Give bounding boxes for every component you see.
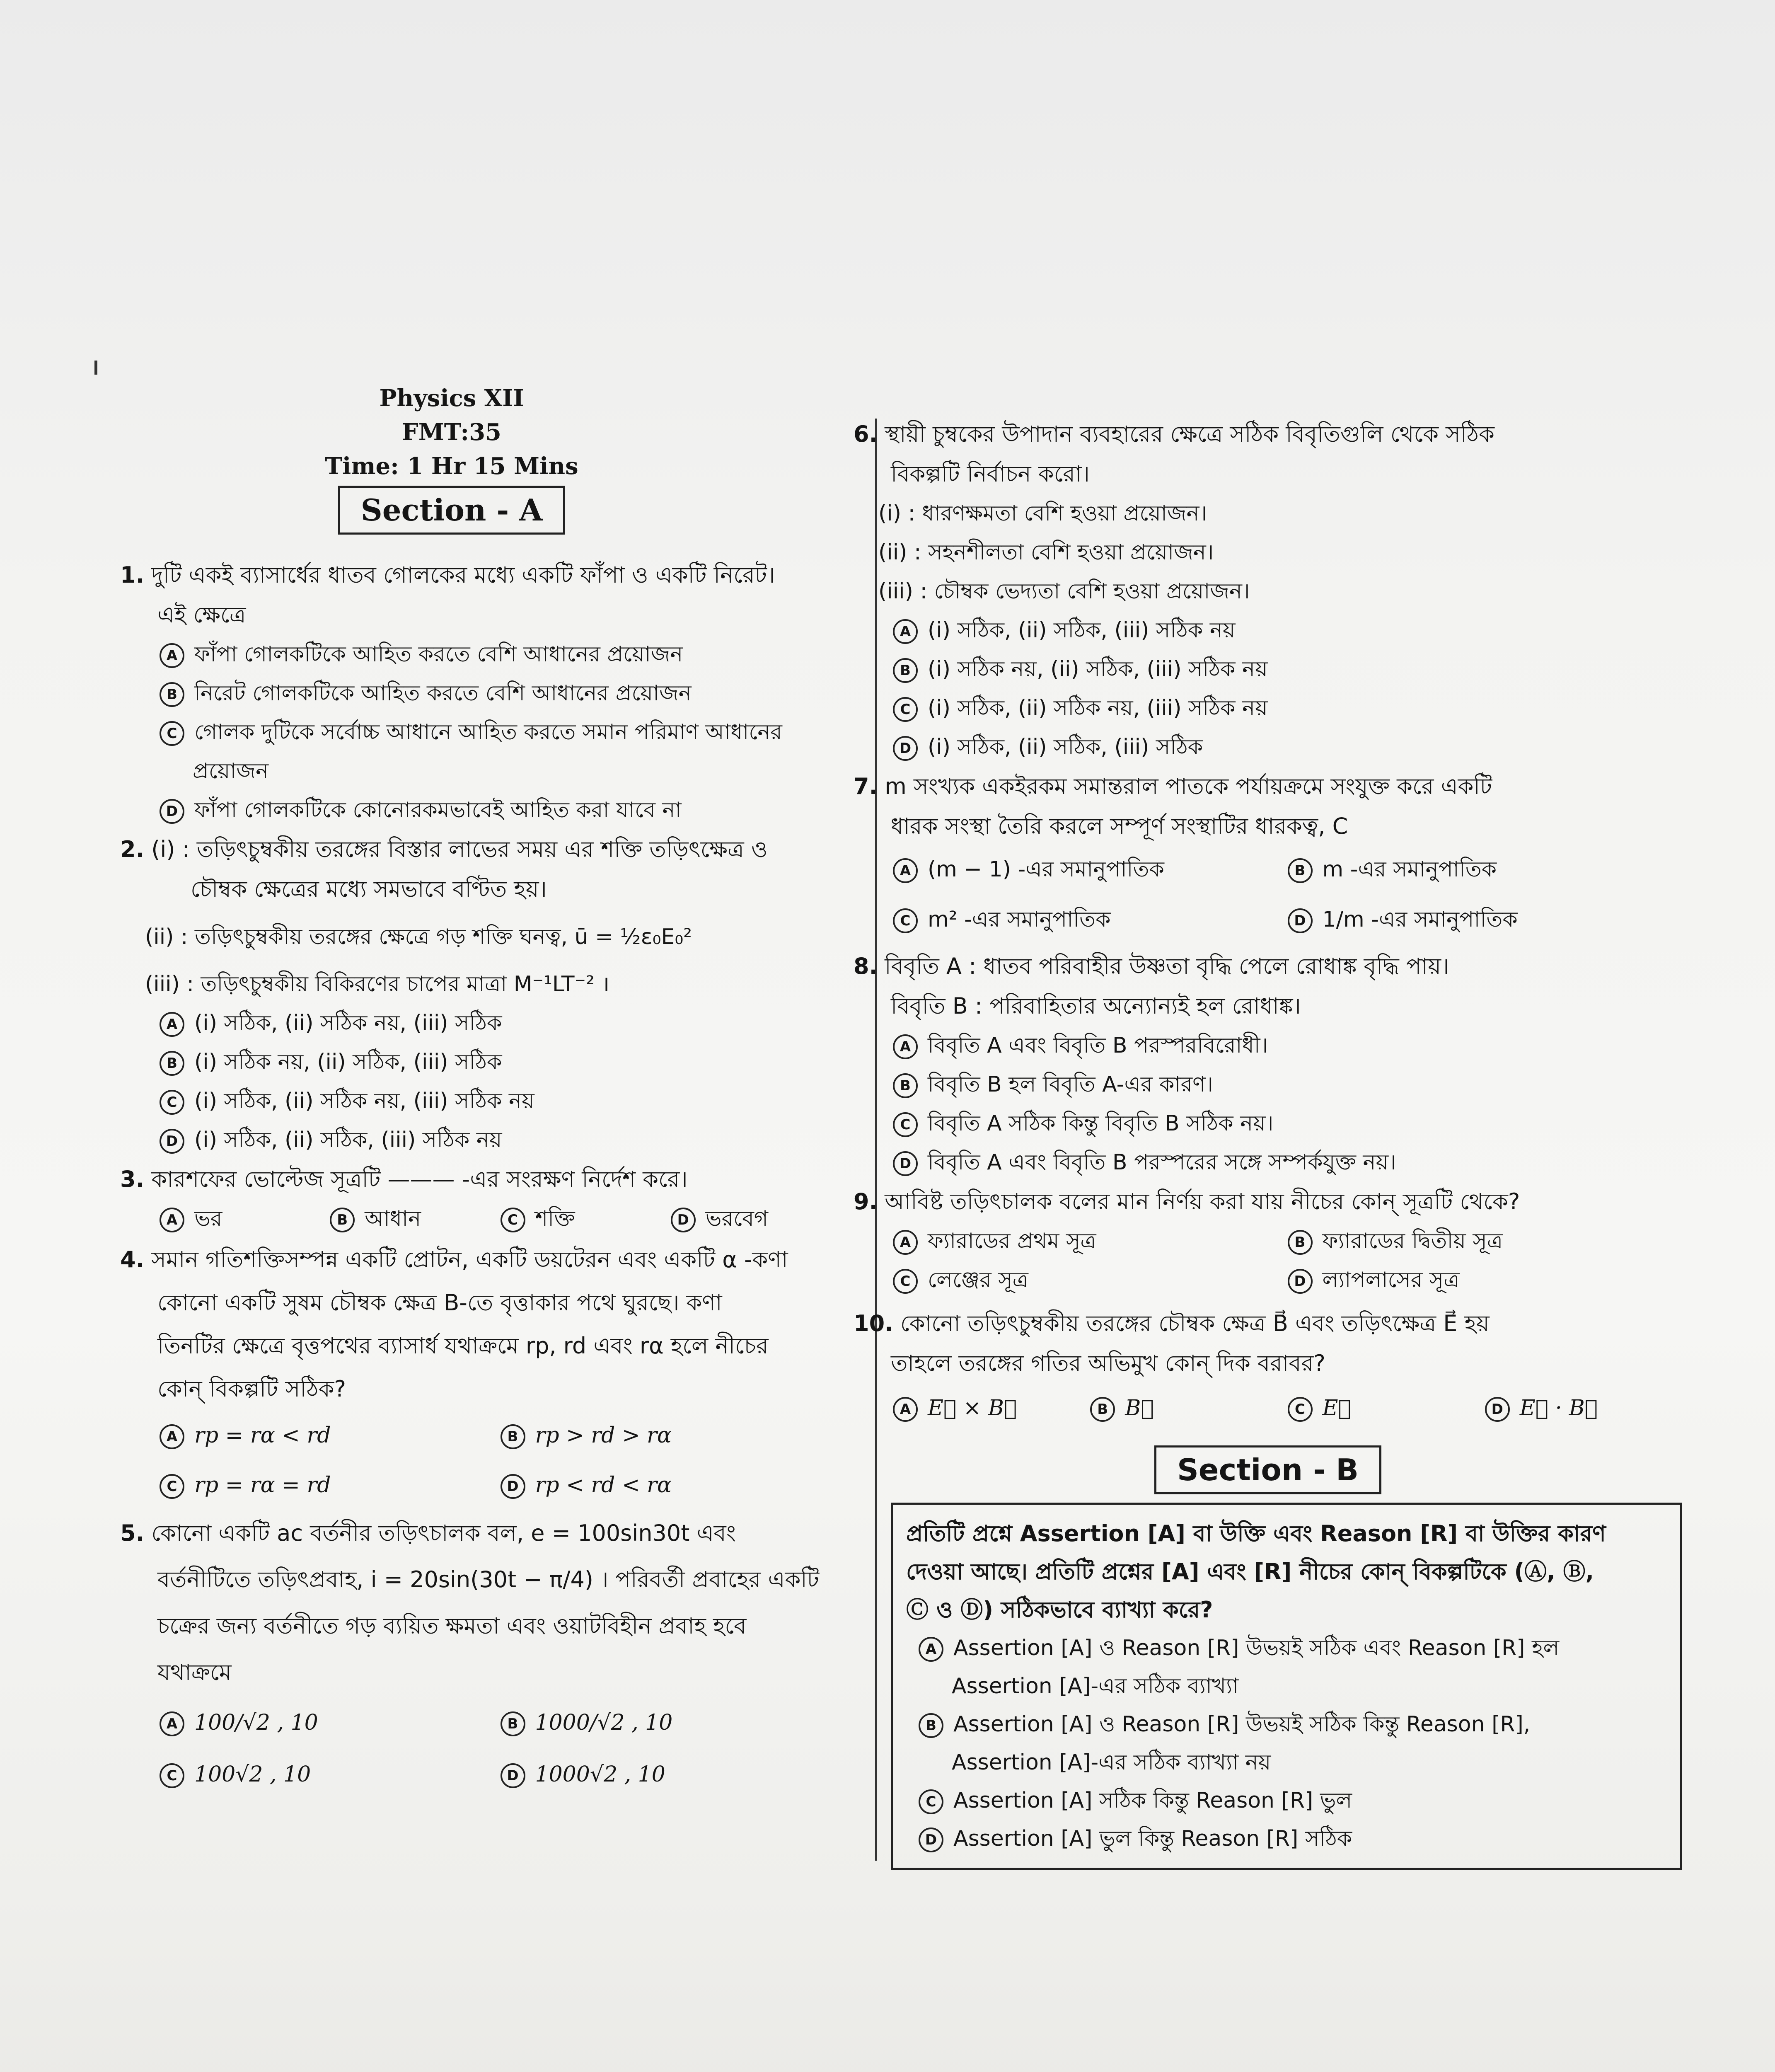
- q7-options-ab: [854, 846, 1682, 893]
- question-9: 9. আবিষ্ট তড়িৎচালক বলের মান নির্ণয় করা যায় নীচের কোন্ সূত্রটি থেকে?: [854, 1188, 1520, 1215]
- q10-option-d[interactable]: D E⃗ · B⃗: [1485, 1383, 1682, 1433]
- paper-header: [265, 381, 638, 535]
- q6-statement-i: (i) : ধারণক্ষমতা বেশি হওয়া প্রয়োজন।: [878, 501, 1207, 526]
- q10-option-c[interactable]: C E⃗: [1288, 1383, 1485, 1433]
- q7-option-a[interactable]: A (m − 1) -এর সমানুপাতিক: [893, 846, 1288, 893]
- q4-option-b[interactable]: B rp > rd > rα: [501, 1411, 842, 1460]
- q2-option-a[interactable]: A (i) সঠিক, (ii) সঠিক নয়, (iii) সঠিক: [120, 1004, 841, 1043]
- q3-option-d[interactable]: D ভরবেগ: [671, 1199, 841, 1238]
- q6-option-b[interactable]: B (i) সঠিক নয়, (ii) সঠিক, (iii) সঠিক নয়: [854, 650, 1682, 689]
- q5-option-d[interactable]: D 1000√2 , 10: [501, 1750, 842, 1799]
- question-2: 2. (i) : তড়িৎচুম্বকীয় তরঙ্গের বিস্তার লাভের সময় এর শক্তি তড়িৎক্ষেত্র ও চৌম্বক ক্ষেত্রের মধ্যে সমভাবে বণ্টিত হয়।: [120, 836, 768, 902]
- q1-option-a[interactable]: A ফাঁপা গোলকটিকে আহিত করতে বেশি আধানের প্রয়োজন: [120, 635, 841, 674]
- q4-option-d[interactable]: D rp < rd < rα: [501, 1460, 842, 1510]
- assertion-reason-box: [891, 1503, 1682, 1870]
- q2-option-c[interactable]: C (i) সঠিক, (ii) সঠিক নয়, (iii) সঠিক নয়: [120, 1082, 841, 1121]
- column-left: [120, 555, 841, 1799]
- test-code: FMT:35: [401, 419, 502, 446]
- q1-stem: দুটি একই ব্যাসার্ধের ধাতব গোলকের মধ্যে একটি ফাঁপা ও একটি নিরেট।: [151, 562, 775, 588]
- q8-option-b[interactable]: B বিবৃতি B হল বিবৃতি A-এর কারণ।: [854, 1065, 1682, 1104]
- q9-option-a[interactable]: A ফ্যারাডের প্রথম সূত্র: [893, 1222, 1288, 1261]
- q7-option-d[interactable]: D 1/m -এর সমানুপাতিক: [1288, 893, 1683, 946]
- q3-option-b[interactable]: B আধান: [330, 1199, 500, 1238]
- question-7: 7. m সংখ্যক একইরকম সমান্তরাল পাতকে পর্যায়ক্রমে সংযুক্ত করে একটি ধারক সংস্থা তৈরি করলে সম্পূর্ণ সংস্থাটির ধারকত্ব, C: [854, 773, 1492, 839]
- q5-option-a[interactable]: A 100/√2 , 10: [160, 1696, 501, 1750]
- ar-option-d[interactable]: D Assertion [A] ভুল কিন্তু Reason [R] সঠিক: [906, 1820, 1667, 1858]
- question-10: 10. কোনো তড়িৎচুম্বকীয় তরঙ্গের চৌম্বক ক্ষেত্র B⃗ এবং তড়িৎক্ষেত্র E⃗ হয় তাহলে তরঙ্গের গতির অভিমুখ কোন্ দিক বরাবর?: [854, 1310, 1490, 1376]
- q8-option-d[interactable]: D বিবৃতি A এবং বিবৃতি B পরস্পরের সঙ্গে সম্পর্কযুক্ত নয়।: [854, 1143, 1682, 1182]
- q9-option-c[interactable]: C লেঞ্জের সূত্র: [893, 1261, 1288, 1300]
- q3-option-a[interactable]: A ভর: [160, 1199, 330, 1238]
- q4-option-a[interactable]: A rp = rα < rd: [160, 1411, 501, 1460]
- q6-option-d[interactable]: D (i) সঠিক, (ii) সঠিক, (iii) সঠিক: [854, 728, 1682, 767]
- question-8: 8. বিবৃতি A : ধাতব পরিবাহীর উষ্ণতা বৃদ্ধি পেলে রোধাঙ্ক বৃদ্ধি পায়। বিবৃতি B : পরিবাহিতার অন্যোন্যই হল রোধাঙ্ক।: [854, 953, 1449, 1019]
- q2-option-b[interactable]: B (i) সঠিক নয়, (ii) সঠিক, (iii) সঠিক: [120, 1043, 841, 1082]
- q8-option-c[interactable]: C বিবৃতি A সঠিক কিন্তু বিবৃতি B সঠিক নয়।: [854, 1104, 1682, 1143]
- q9-option-b[interactable]: B ফ্যারাডের দ্বিতীয় সূত্র: [1288, 1222, 1683, 1261]
- section-b-heading: Section - B: [1154, 1445, 1381, 1494]
- q9-option-d[interactable]: D ল্যাপলাসের সূত্র: [1288, 1261, 1683, 1300]
- q4-options-ab: [120, 1411, 841, 1460]
- q1-option-d[interactable]: D ফাঁপা গোলকটিকে কোনোরকমভাবেই আহিত করা যাবে না: [120, 791, 841, 830]
- subject-title: Physics XII: [379, 385, 524, 412]
- q10-option-b[interactable]: B B⃗: [1090, 1383, 1287, 1433]
- q4-options-cd: [120, 1460, 841, 1510]
- q6-option-c[interactable]: C (i) সঠিক, (ii) সঠিক নয়, (iii) সঠিক নয়: [854, 689, 1682, 728]
- q8-option-a[interactable]: A বিবৃতি A এবং বিবৃতি B পরস্পরবিরোধী।: [854, 1026, 1682, 1065]
- ar-instructions: প্রতিটি প্রশ্নে Assertion [A] বা উক্তি এবং Reason [R] বা উক্তির কারণ দেওয়া আছে। প্রতিটি প্রশ্নের [A] এবং [R] নীচের কোন্ বিকল্পটিকে (Ⓐ, Ⓑ, Ⓒ ও Ⓓ) সঠিকভাবে ব্যাখ্যা করে?: [906, 1520, 1606, 1623]
- q2-option-d[interactable]: D (i) সঠিক, (ii) সঠিক, (iii) সঠিক নয়: [120, 1121, 841, 1159]
- ar-option-c[interactable]: C Assertion [A] সঠিক কিন্তু Reason [R] ভুল: [906, 1782, 1667, 1820]
- q1-stem-cont: এই ক্ষেত্রে: [157, 602, 246, 628]
- q1-option-c[interactable]: C গোলক দুটিকে সর্বোচ্চ আধানে আহিত করতে সমান পরিমাণ আধানের প্রয়োজন: [120, 713, 841, 791]
- q6-option-a[interactable]: A (i) সঠিক, (ii) সঠিক, (iii) সঠিক নয়: [854, 611, 1682, 650]
- q5-option-b[interactable]: B 1000/√2 , 10: [501, 1696, 842, 1750]
- section-b-header: [854, 1445, 1682, 1494]
- q5-options-cd: [120, 1750, 841, 1799]
- question-3: 3. কারশফের ভোল্টেজ সূত্রটি ——— -এর সংরক্ষণ নির্দেশ করে।: [120, 1166, 688, 1192]
- ar-option-a[interactable]: A Assertion [A] ও Reason [R] উভয়ই সঠিক এবং Reason [R] হল Assertion [A]-এর সঠিক ব্যাখ্যা: [906, 1629, 1667, 1705]
- q7-options-cd: [854, 893, 1682, 946]
- q5-option-c[interactable]: C 100√2 , 10: [160, 1750, 501, 1799]
- ar-option-b[interactable]: B Assertion [A] ও Reason [R] উভয়ই সঠিক কিন্তু Reason [R], Assertion [A]-এর সঠিক ব্যাখ্যা নয়: [906, 1705, 1667, 1782]
- q9-options-cd: [854, 1261, 1682, 1300]
- q7-option-c[interactable]: C m² -এর সমানুপাতিক: [893, 893, 1288, 946]
- q2-statement-ii: (ii) : তড়িৎচুম্বকীয় তরঙ্গের ক্ষেত্রে গড় শক্তি ঘনত্ব, ū = ½ε₀E₀²: [145, 925, 692, 949]
- section-a-heading: Section - A: [338, 486, 566, 535]
- q6-statement-ii: (ii) : সহনশীলতা বেশি হওয়া প্রয়োজন।: [878, 540, 1214, 565]
- margin-mark: [94, 361, 97, 375]
- question-5: 5. কোনো একটি ac বর্তনীর তড়িৎচালক বল, e = 100sin30t এবং বর্তনীটিতে তড়িৎপ্রবাহ, i = 20sin(30t − π/4) । পরিবর্তী প্রবাহের একটি চক্রের জন্য বর্তনীতে গড় ব্যয়িত ক্ষমতা এবং ওয়াটবিহীন প্রবাহ হবে যথাক্রমে: [120, 1520, 820, 1685]
- q1-number: 1.: [120, 562, 145, 588]
- q1-option-b[interactable]: B নিরেট গোলকটিকে আহিত করতে বেশি আধানের প্রয়োজন: [120, 674, 841, 713]
- q9-options-ab: [854, 1222, 1682, 1261]
- q10-option-a[interactable]: A E⃗ × B⃗: [893, 1383, 1090, 1433]
- q6-statement-iii: (iii) : চৌম্বক ভেদ্যতা বেশি হওয়া প্রয়োজন।: [878, 579, 1250, 604]
- q5-options-ab: [120, 1696, 841, 1750]
- question-1: [120, 555, 841, 635]
- q3-option-c[interactable]: C শক্তি: [501, 1199, 671, 1238]
- question-4: 4. সমান গতিশক্তিসম্পন্ন একটি প্রোটন, একটি ডয়টেরন এবং একটি α -কণা কোনো একটি সুষম চৌম্বক ক্ষেত্র B-তে বৃত্তাকার পথে ঘুরছে। কণা তিনটির ক্ষেত্রে বৃত্তপথের ব্যাসার্ধ যথাক্রমে rp, rd এবং rα হলে নীচের কোন্ বিকল্পটি সঠিক?: [120, 1247, 788, 1402]
- q10-options: [854, 1383, 1682, 1433]
- question-6: 6. স্থায়ী চুম্বকের উপাদান ব্যবহারের ক্ষেত্রে সঠিক বিবৃতিগুলি থেকে সঠিক বিকল্পটি নির্বাচন করো।: [854, 421, 1494, 487]
- q2-statement-iii: (iii) : তড়িৎচুম্বকীয় বিকিরণের চাপের মাত্রা M⁻¹LT⁻² ।: [145, 972, 610, 997]
- q7-option-b[interactable]: B m -এর সমানুপাতিক: [1288, 846, 1683, 893]
- time-limit: Time: 1 Hr 15 Mins: [325, 453, 578, 480]
- column-right: [854, 414, 1682, 1870]
- q4-option-c[interactable]: C rp = rα = rd: [160, 1460, 501, 1510]
- q3-options: [120, 1199, 841, 1238]
